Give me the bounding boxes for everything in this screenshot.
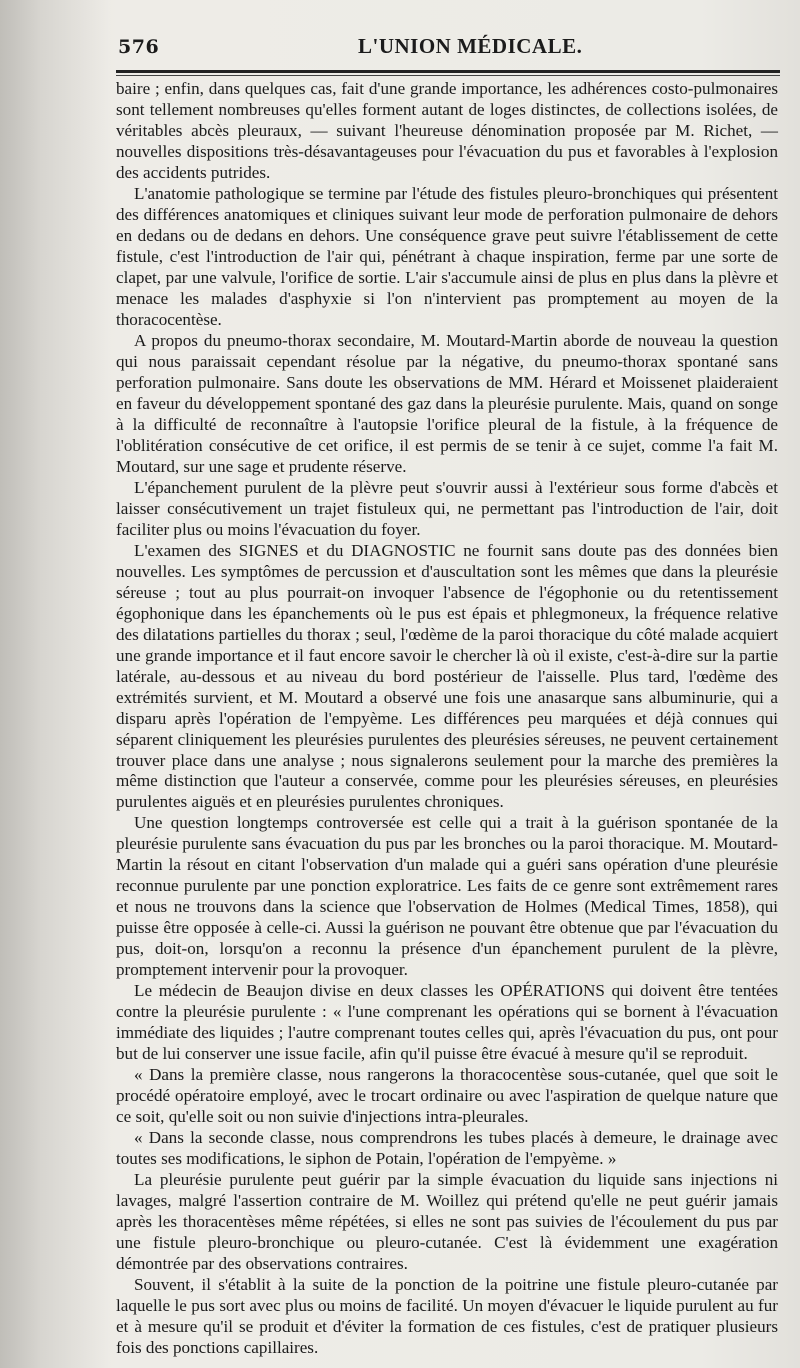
paragraph: L'épanchement purulent de la plèvre peut s'ouvrir aussi à l'extérieur sous forme d'abcès et laisser consécutivement un trajet fistuleux qui, ne permettant pas l'introduction de l'air, doit faciliter plus ou moins l'évacuation du foyer. bbox=[116, 477, 778, 539]
paragraph: La pleurésie purulente peut guérir par la simple évacuation du liquide sans injections ni lavages, malgré l'assertion contraire de M. Woillez qui prétend qu'elle ne peut guérir jamais après les thoracentèses même répétées, si elles ne sont pas suivies de l'écoulement du pus par une fistule pleuro-bronchique ou pleuro-cutanée. C'est là évidemment une exagération démontrée par des observations contraires. bbox=[116, 1170, 778, 1274]
paragraph: L'examen des SIGNES et du DIAGNOSTIC ne fournit sans doute pas des données bien nouvelles. Les symptômes de percussion et d'auscultation sont les mêmes que dans la pleurésie séreuse ; tout au plus pourrait-on invoquer l'absence de l'égophonie ou du retentissement égophonique dans les épanchements où le pus est épais et phlegmoneux, la fréquence relative des dilatations partielles du thorax ; seul, l'œdème de la paroi thoracique du côté malade acquiert une grande importance et il faut encore savoir le chercher là où il existe, c'est-à-dire sur la partie latérale, au-dessous et au niveau du bord postérieur de l'aisselle. Plus tard, l'œdème des extrémités survient, et M. Moutard a observé une fois une anasarque sans albuminurie, qui a disparu après l'opération de l'empyème. Les différences peu marquées et déjà connues qui séparent cliniquement les pleurésies purulentes des pleurésies séreuses, ne peuvent certainement trouver place dans une analyse ; nous signalerons seulement pour la marche des premières la même distinction que l'auteur a conservée, comme pour les pleurésies séreuses, en pleurésies purulentes aiguës et en pleurésies purulentes chroniques. bbox=[116, 540, 778, 812]
article-body bbox=[116, 79, 778, 1359]
header-rule bbox=[116, 70, 780, 73]
paragraph: Souvent, il s'établit à la suite de la ponction de la poitrine une fistule pleuro-cutanée par laquelle le pus sort avec plus ou moins de facilité. Un moyen d'évacuer le liquide purulent au fur et à mesure qu'il se produit et d'éviter la formation de ces fistules, c'est de pratiquer plusieurs fois des ponctions capillaires. bbox=[116, 1275, 778, 1358]
paragraph: baire ; enfin, dans quelques cas, fait d'une grande importance, les adhérences costo-pulmonaires sont tellement nombreuses qu'elles forment autant de loges distinctes, de collections isolées, de véritables abcès pleuraux, — suivant l'heureuse dénomination proposée par M. Richet, — nouvelles dispositions très-désavantageuses pour l'évacuation du pus et favorables à l'explosion des accidents putrides. bbox=[116, 79, 778, 182]
journal-title: L'UNION MÉDICALE. bbox=[358, 34, 583, 58]
paragraph: Une question longtemps controversée est celle qui a trait à la guérison spontanée de la pleurésie purulente sans évacuation du pus par les bronches ou la paroi thoracique. M. Moutard-Martin la résout en citant l'observation d'un malade qui a guéri sans opération d'une pleurésie reconnue purulente par une ponction exploratrice. Les faits de ce genre sont extrêmement rares et nous ne trouvons dans la science que l'observation de Holmes (Medical Times, 1858), qui puisse être opposée à celle-ci. Aussi la guérison ne pouvant être obtenue que par l'évacuation du pus, doit-on, lorsqu'on a reconnu la présence d'un épanchement purulent de la plèvre, promptement intervenir pour la provoquer. bbox=[116, 813, 778, 980]
paragraph: A propos du pneumo-thorax secondaire, M. Moutard-Martin aborde de nouveau la question qui nous paraissait cependant résolue par la négative, du pneumo-thorax spontané sans perforation pulmonaire. Sans doute les observations de MM. Hérard et Moissenet plaideraient en faveur du développement spontané des gaz dans la pleurésie purulente. Mais, quand on songe à la difficulté de reconnaître à l'autopsie l'orifice pleural de la fistule, à la fréquence de l'oblitération consécutive de cet orifice, il est permis de se tenir à ce sujet, comme l'a fait M. Moutard, sur une sage et prudente réserve. bbox=[116, 330, 778, 476]
page-number: 576 bbox=[118, 36, 160, 58]
page-edge-shadow bbox=[0, 0, 110, 1368]
paragraph: « Dans la première classe, nous rangerons la thoracocentèse sous-cutanée, quel que soit le procédé opératoire employé, avec le trocart ordinaire ou avec l'aspiration de quelque nature que ce soit, qu'elle soit ou non suivie d'injections intra-pleurales. bbox=[116, 1065, 778, 1127]
paragraph: Le médecin de Beaujon divise en deux classes les OPÉRATIONS qui doivent être tentées contre la pleurésie purulente : « l'une comprenant les opérations qui se bornent à l'évacuation immédiate des liquides ; l'autre comprenant toutes celles qui, après l'évacuation du pus, ont pour but de lui conserver une issue facile, afin qu'il puisse être évacué à mesure qu'il se reproduit. bbox=[116, 981, 778, 1064]
paragraph: « Dans la seconde classe, nous comprendrons les tubes placés à demeure, le drainage avec toutes ses modifications, le siphon de Potain, l'opération de l'empyème. » bbox=[116, 1128, 778, 1169]
paragraph: L'anatomie pathologique se termine par l'étude des fistules pleuro-bronchiques qui présentent des différences anatomiques et cliniques suivant leur mode de perforation pulmonaire de dehors en dedans ou de dedans en dehors. Une conséquence grave peut suivre l'établissement de cette fistule, c'est l'introduction de l'air qui, pénétrant à chaque inspiration, ferme par une sorte de clapet, par une valvule, l'orifice de sortie. L'air s'accumule ainsi de plus en plus dans la plèvre et menace les malades d'asphyxie si l'on n'intervient pas promptement au moyen de la thoracocentèse. bbox=[116, 183, 778, 329]
running-head bbox=[0, 30, 800, 70]
header-rule-thin bbox=[116, 75, 780, 76]
